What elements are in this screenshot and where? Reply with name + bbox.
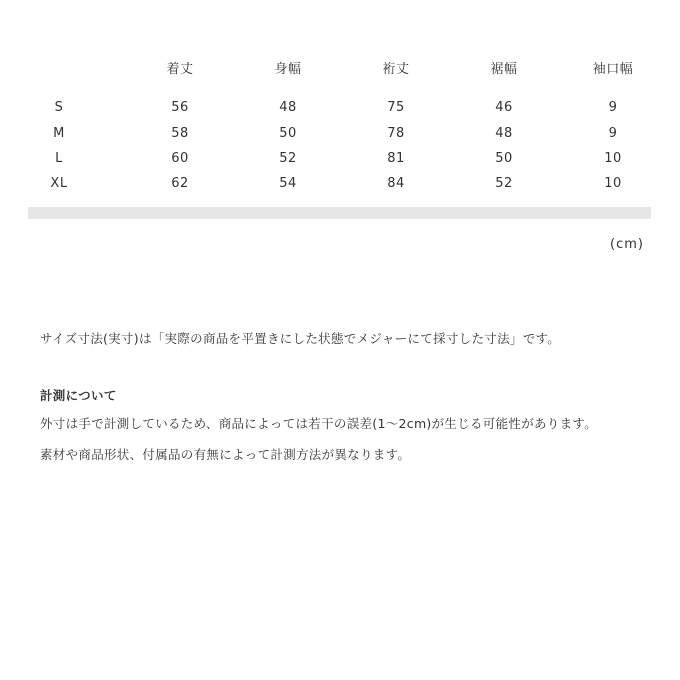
table-cell: 48 — [279, 100, 297, 115]
measurement-note-1: 外寸は手で計測しているため、商品によっては若干の誤差(1〜2cm)が生じる可能性があります。 — [40, 416, 598, 431]
table-cell: 84 — [387, 176, 405, 191]
table-cell: 10 — [604, 176, 622, 191]
unit-label: (cm) — [610, 237, 644, 252]
size-method-note: サイズ寸法(実寸)は「実際の商品を平置きにした状態でメジャーにて採寸した寸法」です。 — [40, 331, 561, 346]
table-cell: 52 — [279, 151, 297, 166]
table-cell: 52 — [495, 176, 513, 191]
table-cell: 48 — [495, 126, 513, 141]
table-cell: 54 — [279, 176, 297, 191]
table-cell: 56 — [171, 100, 189, 115]
column-header-hem-width: 裾幅 — [490, 62, 518, 77]
column-header-width: 身幅 — [274, 62, 302, 77]
table-divider-bar — [28, 207, 651, 219]
column-header-length: 着丈 — [166, 62, 194, 77]
row-size-label: L — [55, 151, 63, 166]
column-header-sleeve-length: 裄丈 — [382, 62, 410, 77]
table-cell: 58 — [171, 126, 189, 141]
table-cell: 10 — [604, 151, 622, 166]
row-size-label: M — [53, 126, 65, 141]
table-cell: 60 — [171, 151, 189, 166]
table-cell: 81 — [387, 151, 405, 166]
row-size-label: XL — [50, 176, 68, 191]
table-cell: 50 — [495, 151, 513, 166]
row-size-label: S — [54, 100, 64, 115]
measurement-note-2: 素材や商品形状、付属品の有無によって計測方法が異なります。 — [40, 447, 411, 462]
table-cell: 78 — [387, 126, 405, 141]
table-cell: 50 — [279, 126, 297, 141]
table-cell: 9 — [608, 126, 618, 141]
table-cell: 75 — [387, 100, 405, 115]
measurement-heading: 計測について — [40, 388, 117, 403]
table-cell: 46 — [495, 100, 513, 115]
table-cell: 62 — [171, 176, 189, 191]
column-header-cuff-width: 袖口幅 — [592, 62, 634, 77]
table-cell: 9 — [608, 100, 618, 115]
